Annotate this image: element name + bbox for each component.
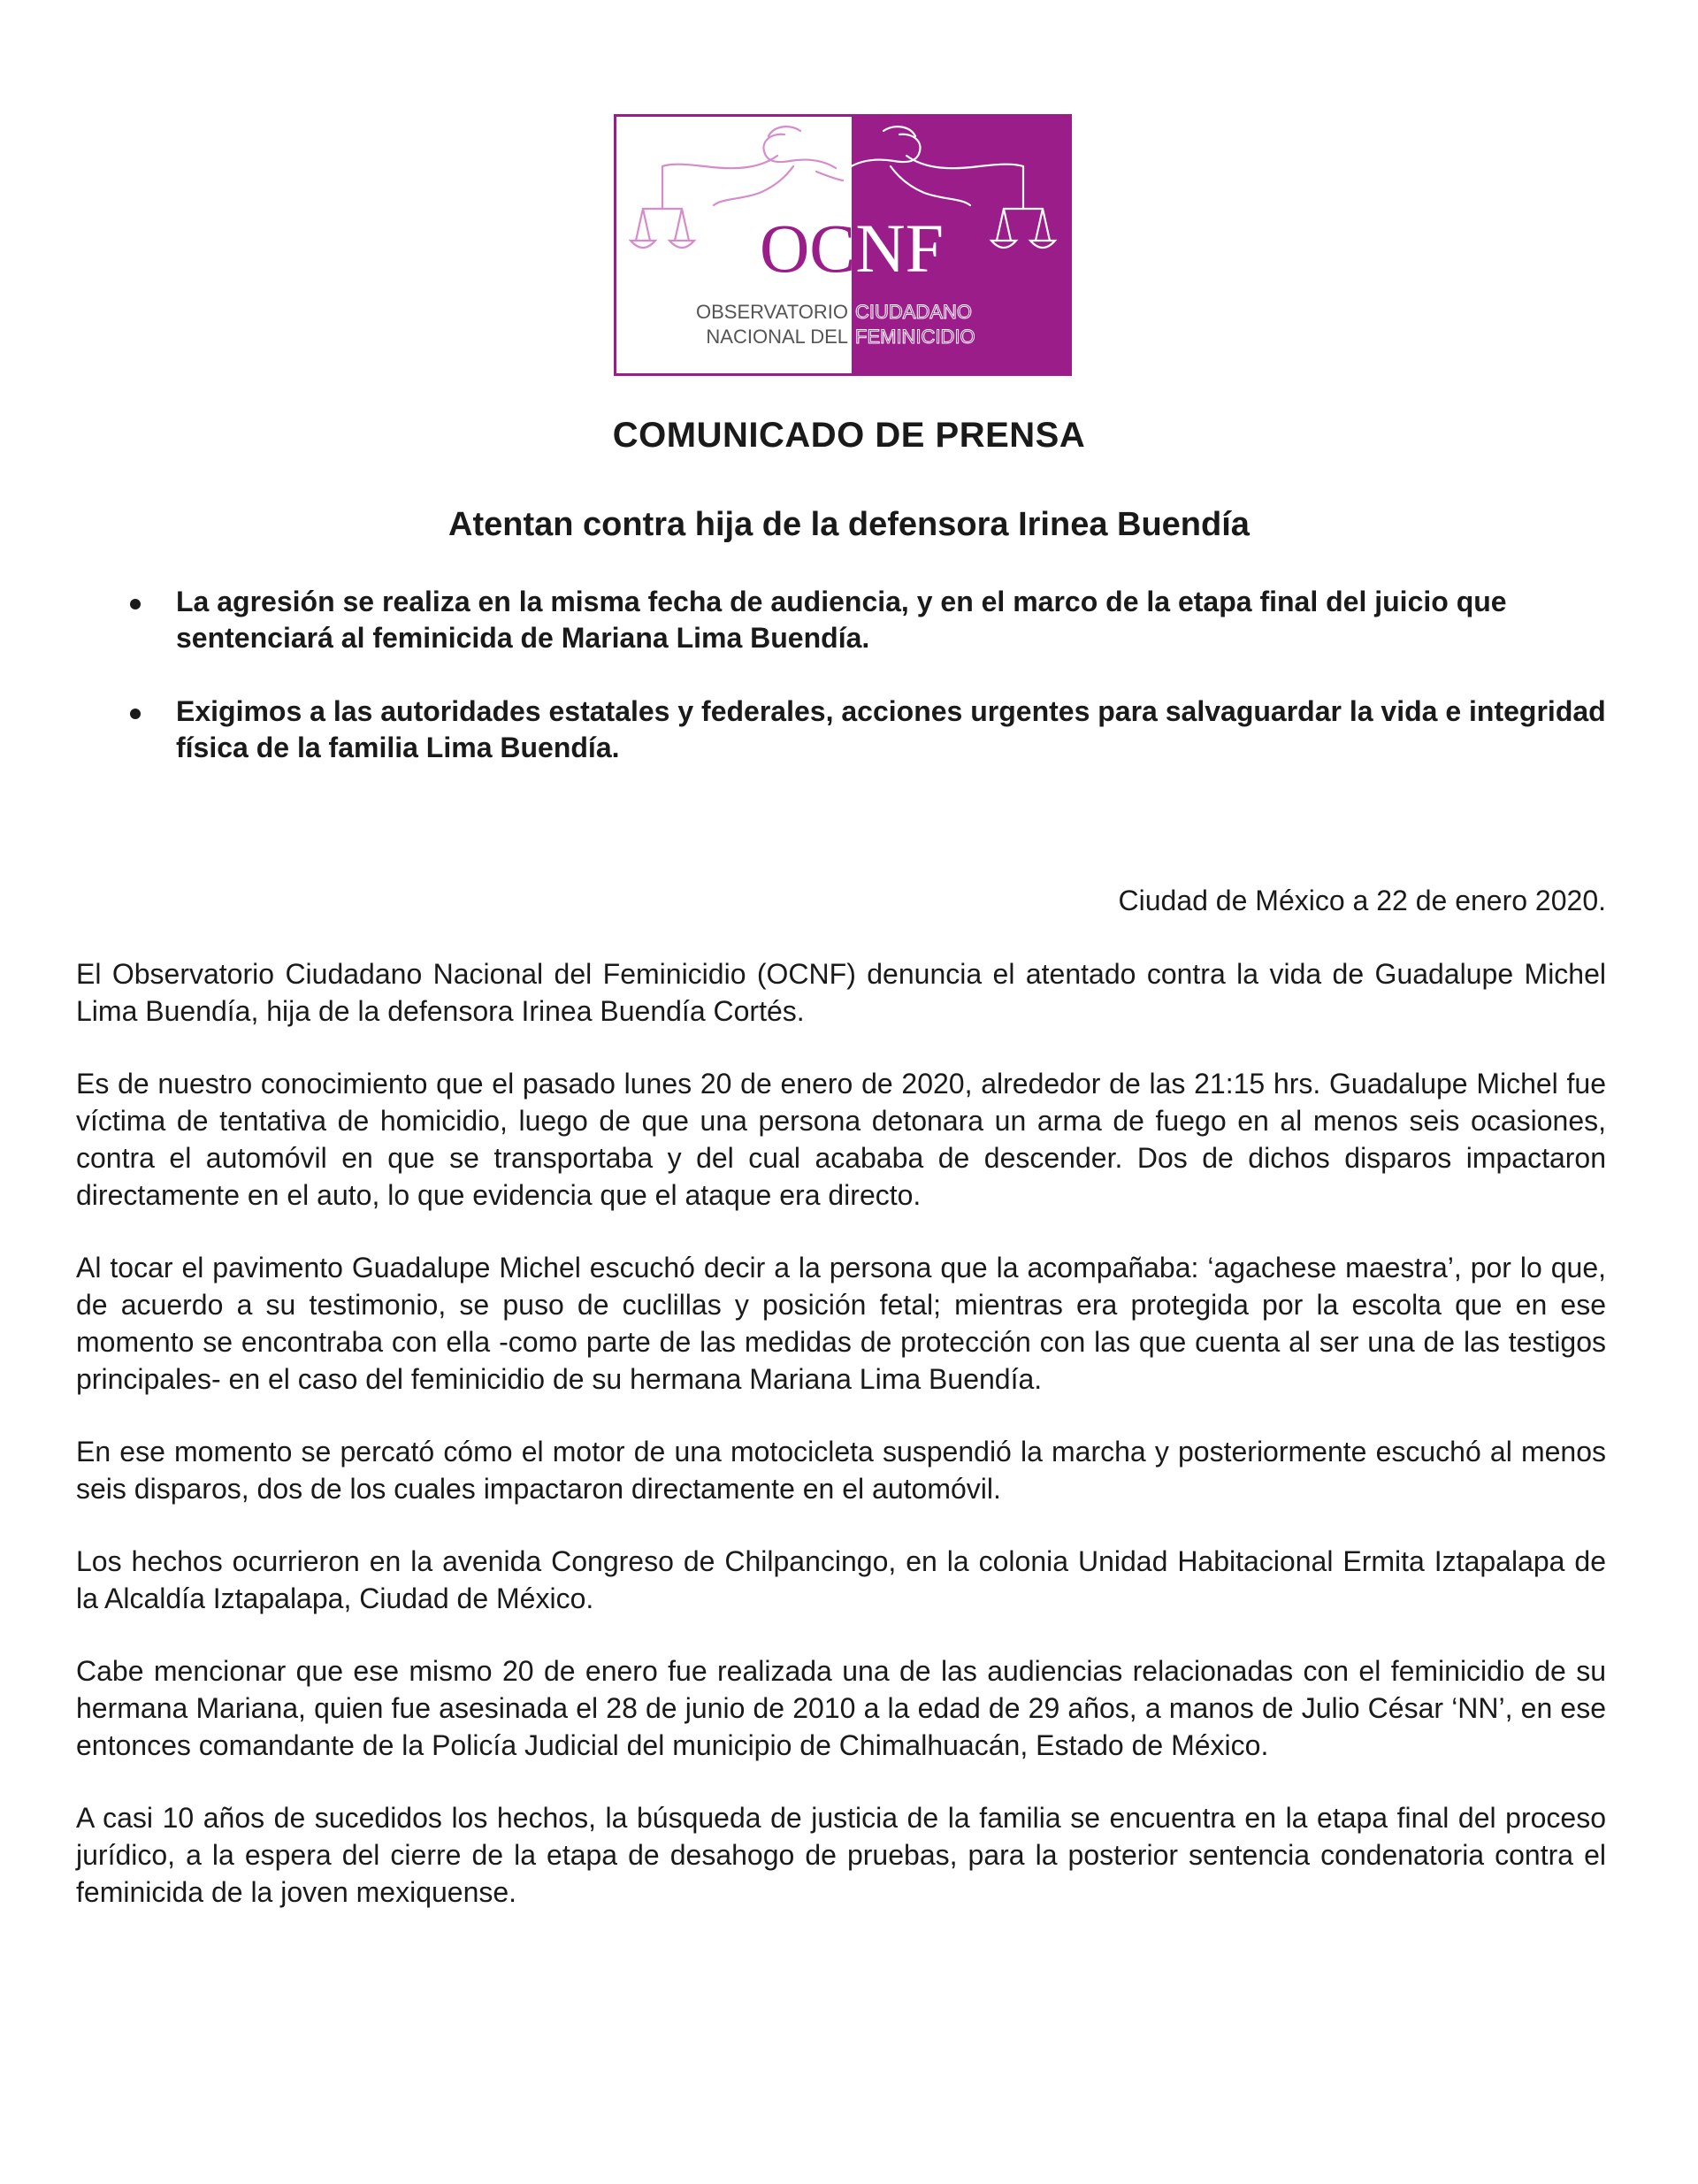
- logo-line1-left: OBSERVATORIO: [696, 301, 848, 323]
- body-paragraph: En ese momento se percató cómo el motor de una motocicleta suspendió la marcha y posteriormente escuchó al menos seis disparos, dos de los cuales impactaron directamente en el automóvil.: [76, 1436, 1606, 1505]
- press-release-subheading: Atentan contra hija de la defensora Irinea Buendía: [448, 506, 1250, 543]
- body-paragraph: Al tocar el pavimento Guadalupe Michel escuchó decir a la persona que la acompañaba: ‘agachese maestra’, por lo que, de acuerdo a su testimonio, se puso de cuclillas y posición fetal; mientras era protegida por la escolta que en ese momento se encontraba con ella -como parte de las medidas de protección con las que cuenta al ser una de las testigos principales- en el caso del feminicidio de su hermana Mariana Lima Buendía.: [76, 1252, 1606, 1395]
- logo-line2-right: FEMINICIDIO: [855, 326, 975, 348]
- bullet-dot-icon: [130, 599, 141, 609]
- ocnf-logo-graphic: [616, 117, 1069, 373]
- body-paragraph: Es de nuestro conocimiento que el pasado lunes 20 de enero de 2020, alrededor de las 21:15 hrs. Guadalupe Michel fue víctima de tentativa de homicidio, luego de que una persona detonara un arma de fuego en al menos seis ocasiones, contra el automóvil en que se transportaba y del cual acababa de descender. Dos de dichos disparos impactaron directamente en el auto, lo que evidencia que el ataque era directo.: [76, 1068, 1606, 1211]
- press-release-heading: COMUNICADO DE PRENSA: [612, 416, 1086, 455]
- bullet-dot-icon: [130, 709, 141, 719]
- logo-line2-left: NACIONAL DEL: [706, 326, 848, 348]
- key-point-item: [121, 584, 1607, 656]
- ocnf-logo: [614, 114, 1072, 376]
- key-point-item: [121, 694, 1607, 766]
- logo-line1-right: CIUDADANO: [855, 301, 973, 323]
- logo-acronym: OCNF: [759, 210, 945, 287]
- key-point-text: La agresión se realiza en la misma fecha de audiencia, y en el marco de la etapa final del juicio que sentenciará al feminicida de Mariana Lima Buendía.: [176, 586, 1507, 654]
- key-points-list: [121, 584, 1607, 803]
- press-release-body: [76, 955, 1606, 1946]
- dateline: Ciudad de México a 22 de enero 2020.: [1118, 885, 1606, 916]
- body-paragraph: Los hechos ocurrieron en la avenida Congreso de Chilpancingo, en la colonia Unidad Habitacional Ermita Iztapalapa de la Alcaldía Iztapalapa, Ciudad de México.: [76, 1545, 1606, 1614]
- body-paragraph: A casi 10 años de sucedidos los hechos, la búsqueda de justicia de la familia se encuentra en la etapa final del proceso jurídico, a la espera del cierre de la etapa de desahogo de pruebas, para la posterior sentencia condenatoria contra el feminicida de la joven mexiquense.: [76, 1802, 1606, 1908]
- key-point-text: Exigimos a las autoridades estatales y federales, acciones urgentes para salvaguardar la vida e integridad física de la familia Lima Buendía.: [176, 695, 1606, 763]
- body-paragraph: Cabe mencionar que ese mismo 20 de enero fue realizada una de las audiencias relacionadas con el feminicidio de su hermana Mariana, quien fue asesinada el 28 de junio de 2010 a la edad de 29 años, a manos de Julio César ‘NN’, en ese entonces comandante de la Policía Judicial del municipio de Chimalhuacán, Estado de México.: [76, 1655, 1606, 1761]
- body-paragraph: El Observatorio Ciudadano Nacional del Feminicidio (OCNF) denuncia el atentado contra la vida de Guadalupe Michel Lima Buendía, hija de la defensora Irinea Buendía Cortés.: [76, 958, 1606, 1027]
